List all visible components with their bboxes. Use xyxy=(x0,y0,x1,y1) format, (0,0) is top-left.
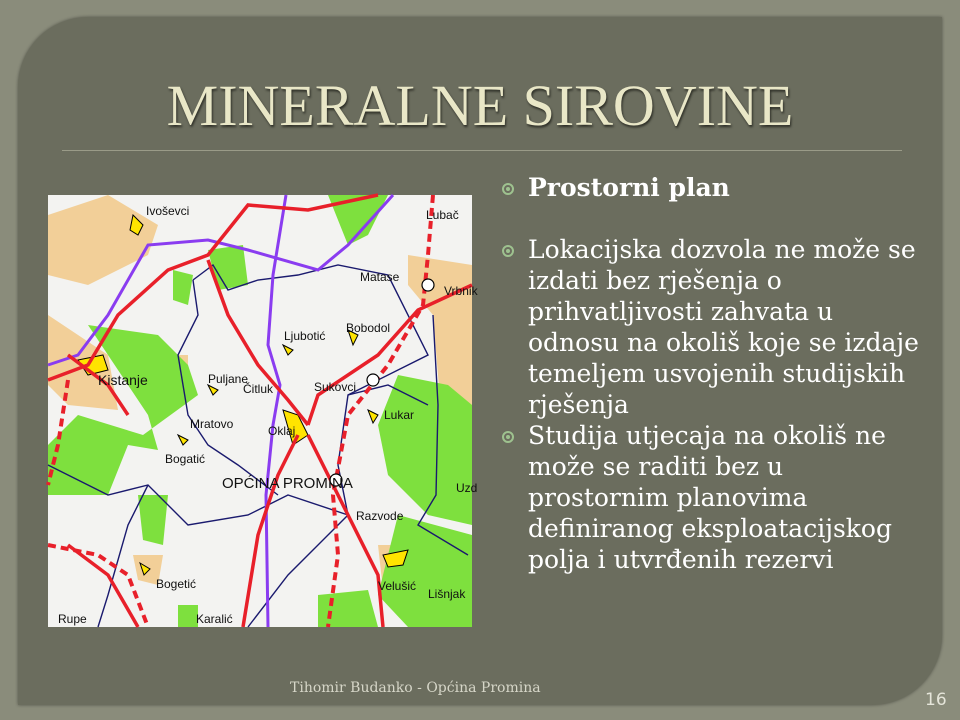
map-label: Bogetić xyxy=(156,577,197,591)
map-label: Mratovo xyxy=(190,417,234,431)
map-label: Velušić xyxy=(378,579,417,593)
bullet-icon xyxy=(502,183,514,195)
map-label: Karalić xyxy=(196,612,233,626)
map-label: Uzd xyxy=(456,481,478,495)
title-divider xyxy=(62,150,902,151)
map-label: Čitluk xyxy=(243,382,274,396)
bullet-icon xyxy=(502,245,514,257)
spatial-plan-map xyxy=(48,195,478,627)
map-label: Puljane xyxy=(208,372,249,386)
map-label: Ivoševci xyxy=(146,204,190,218)
page-number: 16 xyxy=(925,690,947,710)
map-label: Oklaj xyxy=(268,424,296,438)
bullet-list xyxy=(502,172,922,575)
map-label: Lišnjak xyxy=(428,587,466,601)
bullet-item xyxy=(502,234,922,420)
map-label: Lubač xyxy=(426,208,459,222)
map-label: Kistanje xyxy=(98,372,148,388)
map-image xyxy=(48,195,478,627)
bullet-item xyxy=(502,420,922,575)
map-label: Razvode xyxy=(356,509,404,523)
bullet-text: Studija utjecaja na okoliš ne može se raditi bez u prostornim planovima definiranog eksploatacijskog polja i utvrđenih rezervi xyxy=(528,421,892,574)
slide-footer: Tihomir Budanko - Općina Promina xyxy=(290,680,541,696)
map-label: Bobodol xyxy=(346,321,391,335)
map-label: Sukovci xyxy=(314,380,357,394)
map-label: Rupe xyxy=(58,612,87,626)
bullet-icon xyxy=(502,431,514,443)
slide-title: MINERALNE SIROVINE xyxy=(166,73,794,138)
map-label: OPĆINA PROMINA xyxy=(222,475,353,492)
bullet-item xyxy=(502,172,922,203)
map-label: Ljubotić xyxy=(284,329,326,343)
bullet-text: Lokacijska dozvola ne može se izdati bez rješenja o prihvatljivosti zahvata u odnosu na okoliš koje se izdaje temeljem usvojenih studijskih rješenja xyxy=(528,235,919,419)
map-label: Lukar xyxy=(384,408,415,422)
map-label: Bogatić xyxy=(165,452,206,466)
map-label: Matase xyxy=(360,270,400,284)
bullet-text: Prostorni plan xyxy=(528,173,730,202)
map-label: Vrbnik xyxy=(444,284,478,298)
